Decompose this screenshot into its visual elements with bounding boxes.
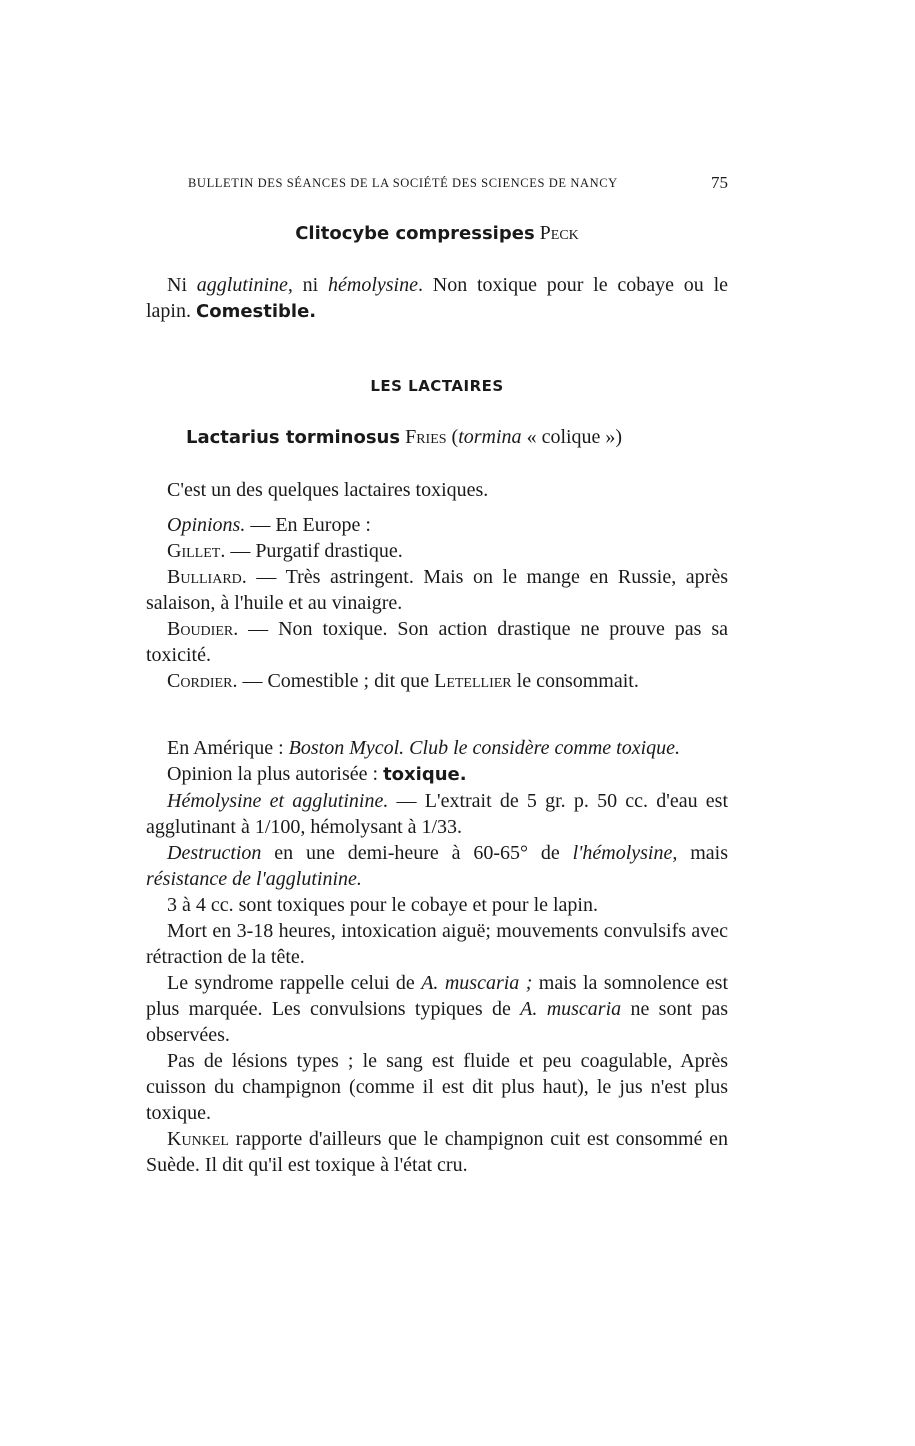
text-run: , ni: [287, 274, 328, 296]
lactarius-name: Lactarius torminosus: [186, 427, 401, 448]
text-run: En Amérique :: [167, 737, 289, 759]
clitocybe-paragraph: [146, 272, 728, 325]
paragraph-gillet: [146, 538, 728, 564]
opinions-block: [146, 512, 728, 694]
text-run: le consommait.: [511, 670, 639, 692]
section-heading: [146, 372, 728, 399]
author-name: Gillet.: [167, 540, 226, 562]
text-run: Destruction: [167, 842, 262, 864]
clitocybe-author: Peck: [539, 222, 579, 244]
text-run: Opinion la plus autorisée :: [167, 763, 384, 785]
text-run: hémolysine: [328, 274, 418, 296]
text-run: Boston Mycol. Club le considère comme toxique.: [288, 737, 681, 759]
text-run: tormina: [458, 426, 522, 448]
text-run: — L'extrait de 5 gr. p. 50 cc. d'eau est agglutinant à 1/100, hémolysant à 1/33.: [146, 790, 729, 838]
text-run: « colique »): [521, 426, 623, 448]
lactarius-author: Fries: [405, 426, 447, 448]
text-run: toxique.: [383, 764, 467, 785]
text-run: Opinions.: [167, 514, 246, 536]
paragraph-opinions: [146, 512, 728, 538]
author-name: Bulliard.: [167, 566, 247, 588]
text-run: rapporte d'ailleurs que le champignon cuit est consommé en Suède. Il dit qu'il est toxique à l'état cru.: [146, 1128, 728, 1176]
text-run: (: [446, 426, 459, 448]
paragraph-syndrome: [146, 970, 728, 1048]
text-run: l'hémolysine,: [572, 842, 678, 864]
running-header: [188, 173, 728, 192]
paragraph-opinion: [146, 761, 728, 788]
running-title: BULLETIN DES SÉANCES DE LA SOCIÉTÉ DES SCIENCES DE NANCY: [188, 176, 618, 190]
paragraph-destruction: [146, 840, 728, 892]
text-run: ne sont pas observées.: [146, 998, 728, 1046]
author-name: Cordier.: [167, 670, 238, 692]
clitocybe-name: Clitocybe compressipes: [295, 223, 535, 244]
text-run: — Purgatif drastique.: [225, 540, 403, 562]
author-name: Boudier.: [167, 618, 239, 640]
paragraph-intro: C'est un des quelques lactaires toxiques.: [167, 479, 489, 501]
paragraph-kunkel: [146, 1126, 728, 1178]
paragraph-dose: 3 à 4 cc. sont toxiques pour le cobaye et pour le lapin.: [167, 894, 598, 916]
text-run: — Très astringent. Mais on le mange en Russie, après salaison, à l'huile et au vinaigre.: [146, 566, 728, 614]
page-number: 75: [711, 173, 728, 192]
text-run: agglutinine: [196, 274, 288, 296]
text-run: . Non toxique pour le cobaye ou le lapin.: [146, 274, 729, 322]
paragraph-bulliard: [146, 564, 728, 616]
text-run: mais la somnolence est plus marquée. Les convulsions typiques de: [146, 972, 728, 1020]
text-run: Hémolysine et agglutinine.: [167, 790, 389, 812]
paragraph-boudier: [146, 616, 728, 668]
author-name: Kunkel: [167, 1128, 229, 1150]
text-run: — En Europe :: [245, 514, 371, 536]
body-block: [146, 735, 728, 1178]
text-run: Le syndrome rappelle celui de: [167, 972, 422, 994]
text-run: Ni: [167, 274, 197, 296]
paragraph-cordier: [146, 668, 728, 694]
author-name: Letellier: [434, 670, 512, 692]
paragraph-mort: Mort en 3-18 heures, intoxication aiguë; mouvements convulsifs avec rétraction de la tête.: [146, 920, 728, 968]
text-run: résistance de l'agglutinine.: [146, 868, 362, 890]
text-run: Comestible.: [196, 301, 317, 322]
lactarius-title: [146, 424, 728, 451]
text-run: A. muscaria ;: [421, 972, 533, 994]
paragraph-amerique: [146, 735, 728, 761]
text-run: — Non toxique. Son action drastique ne prouve pas sa toxicité.: [146, 618, 728, 666]
text-run: en une demi-heure à 60-65° de: [261, 842, 573, 864]
text-run: mais: [677, 842, 728, 864]
text-run: — Comestible ; dit que: [237, 670, 435, 692]
section-heading-text: LES LACTAIRES: [370, 377, 504, 395]
paragraph-lesions: Pas de lésions types ; le sang est fluide et peu coagulable, Après cuisson du champignon (comme il est dit plus haut), le jus n'est plus toxique.: [146, 1050, 728, 1124]
paragraph-hemolysine: [146, 788, 728, 840]
text-run: A. muscaria: [520, 998, 622, 1020]
clitocybe-title: [146, 220, 728, 247]
